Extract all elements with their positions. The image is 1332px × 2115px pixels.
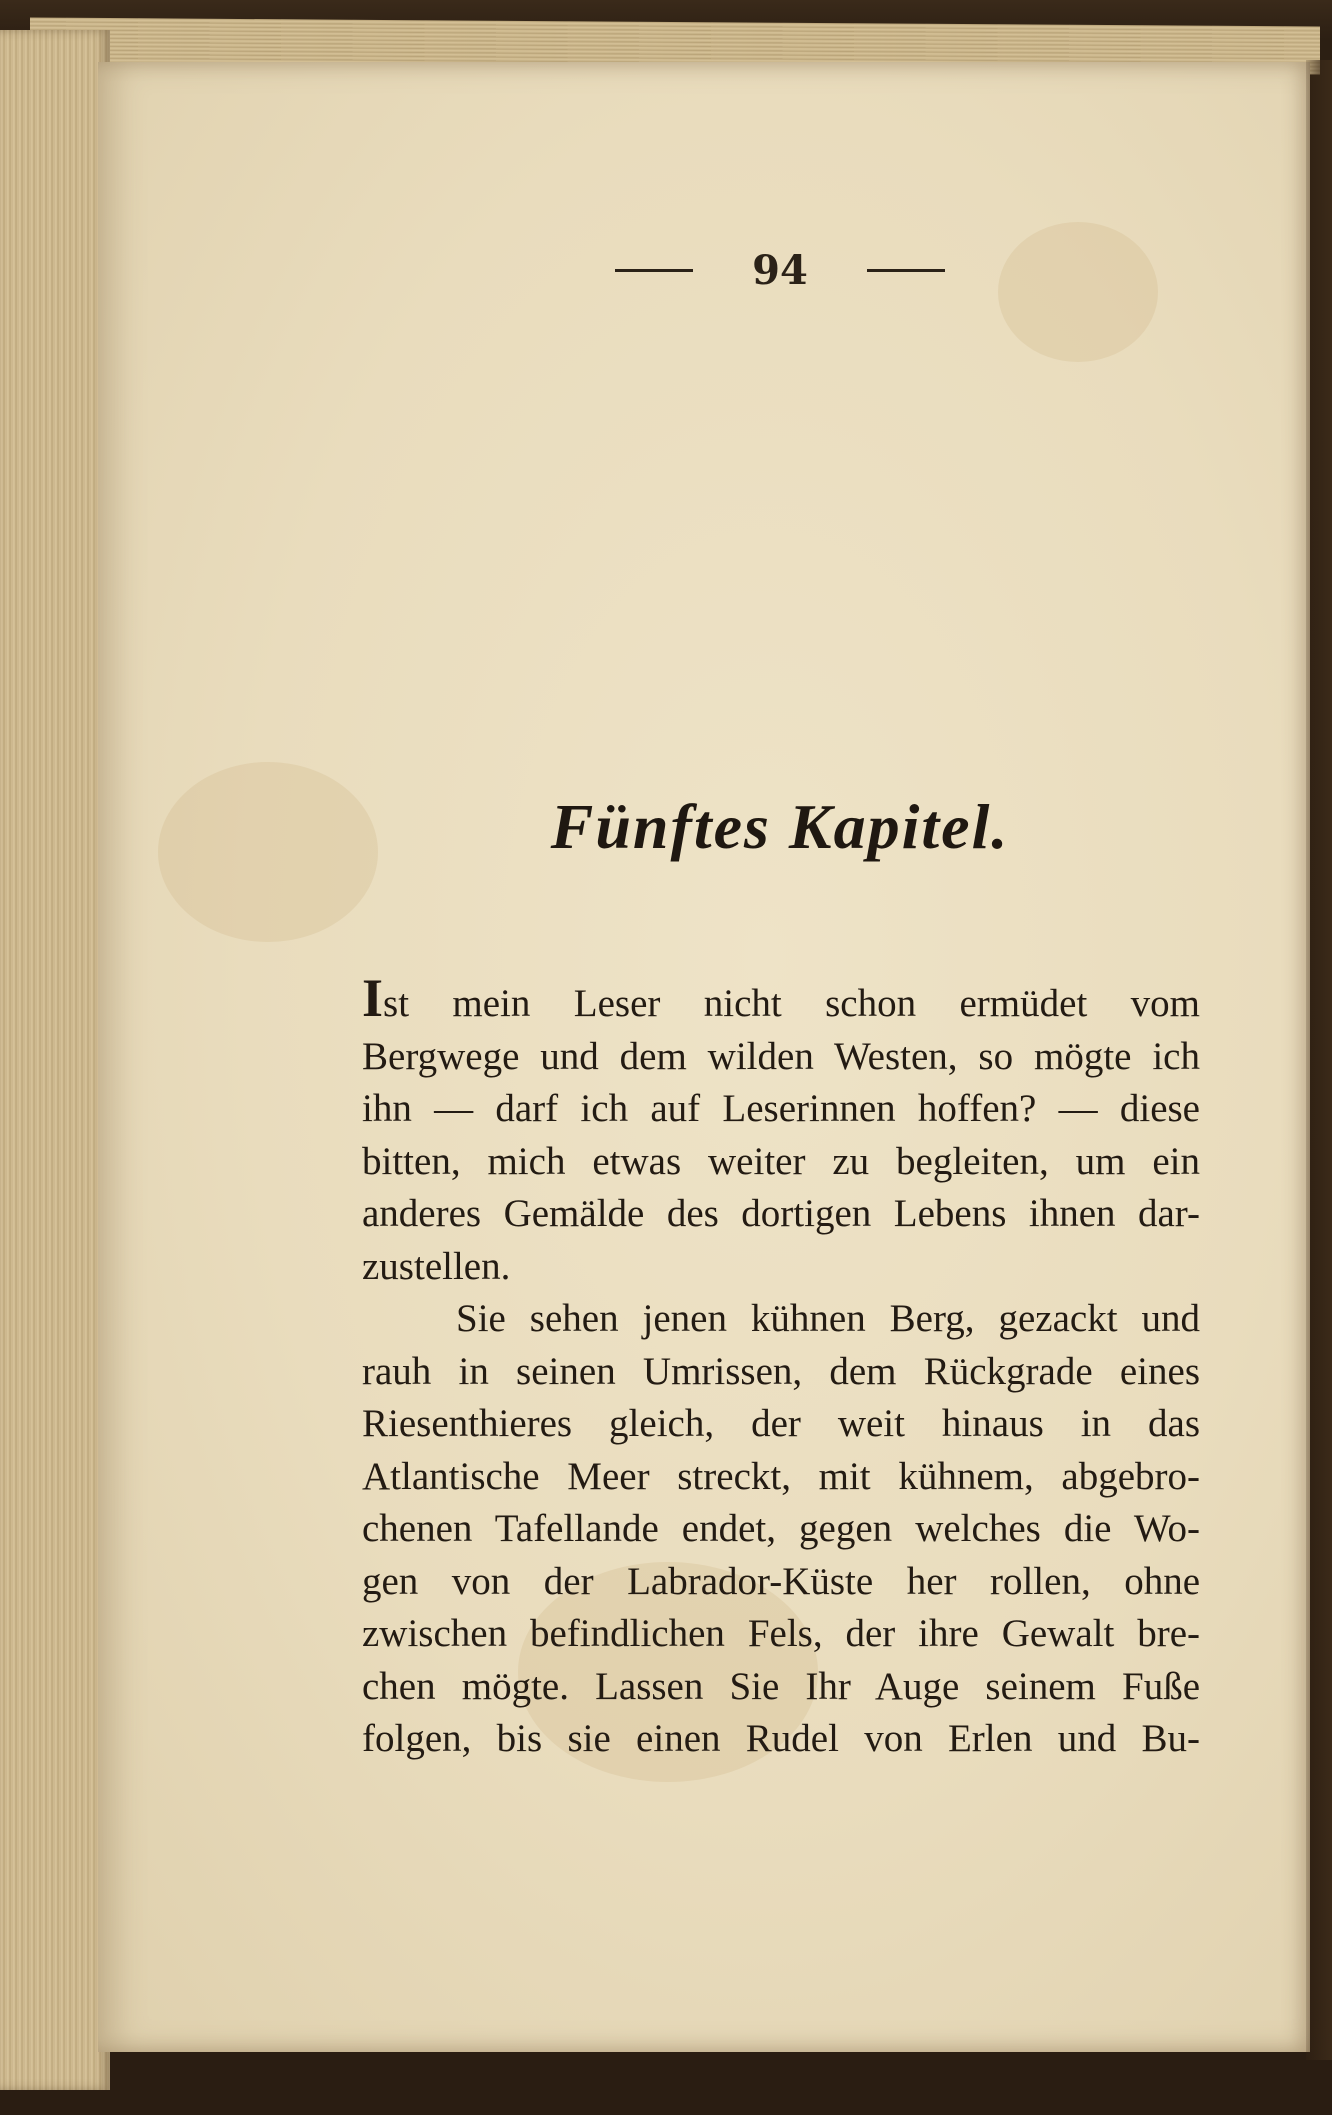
show-through-text: [348, 342, 1308, 742]
page-number-value: 94: [752, 246, 808, 294]
drop-cap: I: [362, 968, 384, 1028]
paragraph-2-first-line: Sie sehen jenen kühnen Berg, gezackt und: [456, 1297, 1200, 1340]
page-gutter-shadow: [1306, 60, 1332, 2060]
page-number-dash-left: [615, 269, 693, 272]
text-line: anderes Gemälde des dortigen Lebens ihnen dar-: [362, 1192, 1200, 1235]
text-line: chen mögte. Lassen Sie Ihr Auge seinem Fuße: [362, 1664, 1200, 1708]
text-line: chenen Tafellande endet, gegen welches die Wo-: [362, 1507, 1200, 1550]
text-line: ihn — darf ich auf Leserinnen hoffen? — diese: [362, 1087, 1200, 1130]
page-number: [615, 245, 945, 295]
text-line: Bergwege und dem wilden Westen, so mögte ich: [362, 1034, 1200, 1078]
page-side-edges: [0, 30, 110, 2090]
paper-stain: [998, 222, 1158, 362]
text-line: zustellen.: [362, 1244, 511, 1288]
text-line: gen von der Labrador-Küste her rollen, ohne: [362, 1559, 1200, 1603]
text-line: Riesenthieres gleich, der weit hinaus in das: [362, 1402, 1200, 1445]
text-line: rauh in seinen Umrissen, dem Rückgrade eines: [362, 1349, 1200, 1393]
paper-stain: [158, 762, 378, 942]
text-line: zwischen befindlichen Fels, der ihre Gewalt bre-: [362, 1612, 1200, 1655]
paragraph-1-line-1: Ist mein Leser nicht schon ermüdet vom: [362, 968, 1200, 1028]
text-line: bitten, mich etwas weiter zu begleiten, um ein: [362, 1139, 1200, 1183]
body-text: [362, 968, 1200, 1766]
text-line: Atlantische Meer streckt, mit kühnem, abgebro-: [362, 1454, 1200, 1498]
text-line: folgen, bis sie einen Rudel von Erlen und Bu-: [362, 1717, 1200, 1760]
page-number-dash-right: [867, 269, 945, 272]
chapter-title: Fünftes Kapitel.: [550, 791, 1010, 862]
